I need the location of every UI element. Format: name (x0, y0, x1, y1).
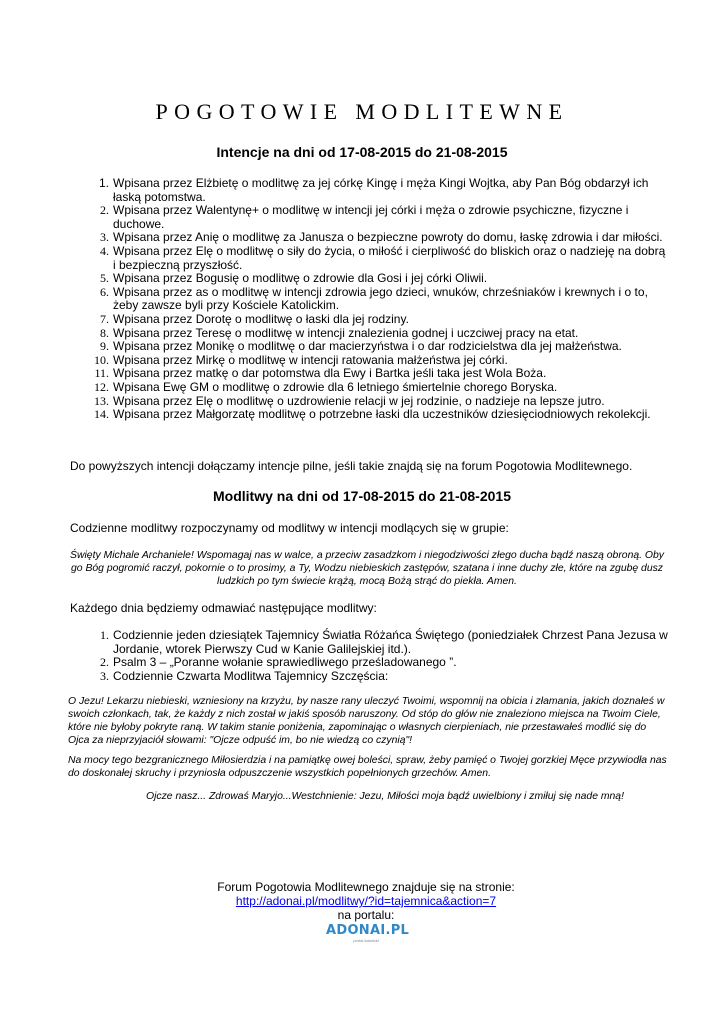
list-number: 12. (94, 379, 109, 394)
list-number: 4. (100, 243, 109, 258)
list-item (70, 367, 670, 381)
list-number: 13. (94, 393, 109, 408)
list-number: 7. (100, 311, 109, 326)
list-number: 1. (98, 176, 109, 190)
list-number: 2. (100, 203, 109, 218)
list-item-text: Wpisana przez Walentynę+ o modlitwę w intencji jej córki i męża o zdrowie psychiczne, fizyczne i duchowe. (113, 203, 629, 231)
logo-subtitle: portal katolicki (353, 938, 379, 943)
list-number: 1. (100, 628, 109, 642)
list-item (70, 204, 670, 231)
list-item (70, 286, 670, 313)
forum-link[interactable]: http://adonai.pl/modlitwy/?id=tajemnica&action=7 (235, 894, 497, 908)
list-item-text: Wpisana przez Elżbietę o modlitwę za jej córkę Kingę i męża Kingi Wojtka, aby Pan Bóg obdarzył ich łaską potomstwa. (113, 176, 649, 204)
each-day-intro: Każdego dnia będziemy odmawiać następujące modlitwy: (70, 601, 377, 615)
intencje-heading: Intencje na dni od 17-08-2015 do 21-08-2015 (216, 144, 508, 160)
list-item (70, 177, 670, 204)
list-item (70, 354, 670, 368)
list-item (70, 245, 670, 272)
list-number: 6. (100, 284, 109, 299)
intencje-list (70, 177, 670, 422)
list-item (70, 670, 670, 684)
list-item (70, 340, 670, 354)
list-number: 3. (100, 230, 109, 245)
modlitwy-list (70, 629, 670, 683)
list-item-text: Wpisana przez Monikę o modlitwę o dar macierzyństwa i o dar rodzicielstwa dla jej małżeństwa. (113, 339, 622, 354)
list-number: 14. (94, 407, 109, 422)
list-item-text: Wpisana przez Teresę o modlitwę w intencji znalezienia godnej i uczciwej pracy na etat. (113, 325, 579, 340)
list-item-text: Codziennie jeden dziesiątek Tajemnicy Światła Różańca Świętego (poniedziałek Chrzest Pana Jezusa w Jordanie, wtorek Pierwszy Cud w Kanie Galilejskiej itd.). (113, 628, 668, 656)
list-item (70, 395, 670, 409)
list-number: 10. (94, 352, 109, 367)
list-item-text: Wpisana przez matkę o dar potomstwa dla Ewy i Bartka jeśli taka jest Wola Boża. (113, 366, 547, 381)
list-number: 8. (100, 325, 109, 340)
list-item (70, 272, 670, 286)
page-title: POGOTOWIE MODLITEWNE (155, 99, 569, 124)
adonai-logo[interactable] (326, 923, 410, 943)
list-item-text: Wpisana przez Elę o modlitwę o uzdrowienie relacji w jej rodzinie, o nadzieje na lepsze jutro. (113, 393, 605, 408)
list-item-text: Wpisana przez Bogusię o modlitwę o zdrowie dla Gosi i jej córki Oliwii. (113, 271, 488, 286)
footer-forum-text: Forum Pogotowia Modlitewnego znajduje się na stronie: (217, 880, 515, 894)
list-item-text: Psalm 3 – „Poranne wołanie sprawiedliwego prześladowanego ”. (113, 655, 457, 670)
list-item-text: Wpisana przez as o modlitwę w intencji zdrowia jego dzieci, wnuków, chrześniaków i krewnych i o to, żeby zawsze byli przy Kościele Katolickim. (113, 284, 648, 313)
ojcze-nasz-line: Ojcze nasz... Zdrowaś Maryjo...Westchnienie: Jezu, Miłości moja bądź uwielbiony i zmiłuj się nade mną! (146, 791, 624, 802)
list-item-text: Wpisana przez Małgorzatę modlitwę o potrzebne łaski dla uczestników dziesięciodniowych rekolekcji. (113, 407, 651, 422)
list-item-text: Wpisana przez Anię o modlitwę za Janusza o bezpieczne powroty do domu, łaskę zdrowia i dar miłości. (113, 230, 663, 245)
michael-prayer: Święty Michale Archaniele! Wspomagaj nas w walce, a przeciw zasadzkom i niegodziwości złego ducha bądź naszą obroną. Oby go Bóg pogromić raczył, pokornie o to prosimy, a Ty, Wodzu niebieskich zastępów, szatana i inne duchy złe, które na zgubę dusz ludzkich po tym świecie krążą, mocą Bożą strąć do piekła. Amen. (70, 550, 664, 587)
list-item (70, 231, 670, 245)
list-item (70, 629, 670, 656)
list-item (70, 381, 670, 395)
footer (0, 880, 724, 943)
list-item-text: Wpisana Ewę GM o modlitwę o zdrowie dla 6 letniego śmiertelnie chorego Boryska. (113, 379, 558, 394)
list-item-text: Codziennie Czwarta Modlitwa Tajemnicy Szczęścia: (113, 668, 389, 683)
list-item-text: Wpisana przez Dorotę o modlitwę o łaski dla jej rodziny. (113, 311, 409, 326)
list-item (70, 656, 670, 670)
footer-portal-text: na portalu: (337, 908, 395, 922)
daily-intro: Codzienne modlitwy rozpoczynamy od modlitwy w intencji modlących się w grupie: (70, 521, 509, 535)
intencje-note: Do powyższych intencji dołączamy intencje pilne, jeśli takie znajdą się na forum Pogotowia Modlitewnego. (70, 459, 633, 473)
list-number: 5. (100, 271, 109, 286)
list-number: 2. (100, 655, 109, 670)
list-item (70, 313, 670, 327)
list-item-text: Wpisana przez Mirkę o modlitwę w intencji ratowania małżeństwa jej córki. (113, 352, 508, 367)
list-item (70, 327, 670, 341)
mercy-prayer: Na mocy tego bezgranicznego Miłosierdzia i na pamiątkę owej boleści, spraw, żeby pamięć o Twojej gorzkiej Męce przywiodła nas do doskonałej skruchy i przyniosła odpuszczenie wszystkich popełnionych grzechów. Amen. (68, 755, 667, 779)
list-number: 11. (94, 366, 109, 381)
modlitwy-heading: Modlitwy na dni od 17-08-2015 do 21-08-2015 (213, 488, 511, 504)
list-number: 9. (100, 339, 109, 354)
jesus-prayer: O Jezu! Lekarzu niebieski, wzniesiony na krzyżu, by nasze rany uleczyć Twoimi, wspomnij na obicia i złamania, jakich doznałeś w swoich członkach, tak, że każdy z nich został w jakiś sposób naruszony. Od stóp do głów nie znaleziono miejsca na Twoim Ciele, które nie byłoby pokryte raną. W takim stanie poniżenia, zapominając o własnych cierpieniach, nie przestawałeś modlić się do Ojca za nieprzyjaciół słowami: "Ojcze odpuść im, bo nie wiedzą co czynią"! (68, 696, 665, 746)
list-number: 3. (100, 668, 109, 683)
list-item-text: Wpisana przez Elę o modlitwę o siły do życia, o miłość i cierpliwość do bliskich oraz o nadzieję na dobrą i bezpieczną przyszłość. (113, 243, 666, 272)
list-item (70, 408, 670, 422)
logo-text: ADONAI.PL (326, 923, 410, 938)
